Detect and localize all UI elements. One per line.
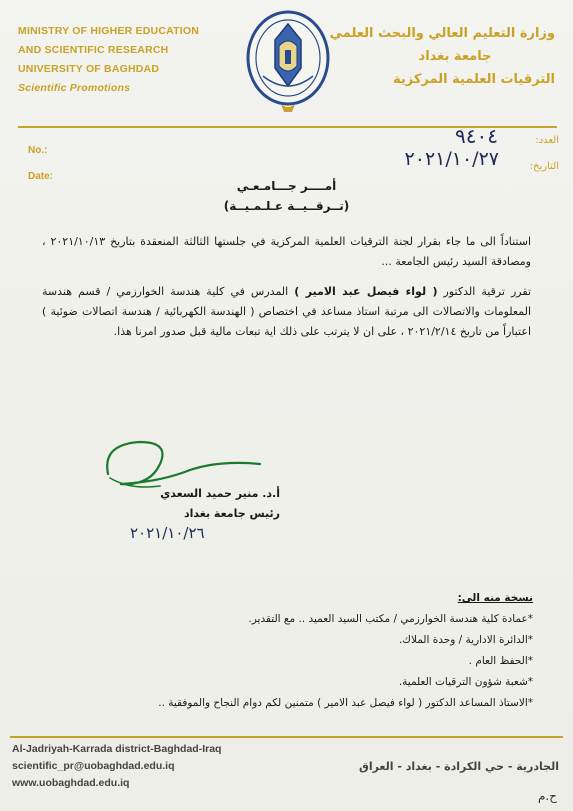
- copies-heading: نسخة منه الى:: [457, 592, 533, 604]
- handwritten-date: ٢٠٢١/١٠/٢٧: [404, 148, 499, 170]
- footer-divider: [10, 736, 563, 738]
- signature-block: [120, 484, 280, 524]
- copy-item: *الدائرة الادارية / وحدة الملاك.: [398, 634, 533, 646]
- university-logo: [243, 6, 333, 116]
- footer-website: www.uobaghdad.edu.iq: [12, 777, 130, 789]
- order-body: [42, 232, 531, 352]
- copies-list: [113, 588, 533, 714]
- number-label-ar: العدد:: [535, 135, 559, 146]
- header-en-line: Scientific Promotions: [18, 82, 131, 94]
- body-text: تقرر ترقية الدكتور: [437, 285, 532, 298]
- body-text: المدرس في كلية هندسة الخوارزمي / قسم هندسة المعلومات والاتصالات الى مرتبة استاذ مساعد في اختصاص ( الهندسة الكهربائية / هندسة اتصالات ضوئية ) اعتباراً من تاريخ ٢٠٢١/٢/١٤ ، على ان لا يترتب على ذلك اية تبعات مالية قبل صدور امرنا هذا.: [42, 285, 531, 338]
- date-label: Date:: [28, 171, 54, 182]
- title-line-1: أمــــر جـــامـعـي: [236, 179, 337, 193]
- header-ar-line: وزارة التعليم العالي والبحث العلمي: [329, 26, 555, 41]
- order-title: [0, 176, 573, 216]
- footer-address: Al-Jadriyah-Karrada district-Baghdad-Iraq: [12, 743, 222, 755]
- header-en-line: MINISTRY OF HIGHER EDUCATION: [18, 25, 199, 37]
- promoted-name: ( لواء فيصل عبد الامير ): [294, 285, 438, 298]
- signature-date: ٢٠٢١/١٠/٢٦: [130, 524, 205, 542]
- header-en-line: UNIVERSITY OF BAGHDAD: [18, 63, 160, 75]
- handwritten-number: ٩٤٠٤: [455, 124, 498, 148]
- signer-name: أ.د. منير حميد السعدي: [160, 487, 280, 500]
- header-ar-line: جامعة بغداد: [418, 49, 492, 64]
- header-english: [18, 22, 218, 98]
- title-line-2: (تــرقــيــة عـلـمـيــة): [223, 199, 350, 213]
- footer-arabic-address: الجادرية - حي الكرادة - بغداد - العراق: [358, 760, 559, 773]
- copy-item: *شعبة شؤون الترقيات العلمية.: [398, 676, 533, 688]
- copy-item: *عمادة كلية هندسة الخوارزمي / مكتب السيد العميد .. مع التقدير.: [248, 613, 533, 625]
- date-label-ar: التاريخ:: [529, 161, 559, 172]
- meta-arabic: [530, 128, 559, 180]
- footer-email: scientific_pr@uobaghdad.edu.iq: [12, 760, 175, 772]
- corner-mark: ح.م: [538, 789, 557, 803]
- body-paragraph-2: [42, 282, 531, 342]
- copy-item: *الحفظ العام .: [468, 655, 533, 667]
- header-arabic: [329, 22, 555, 91]
- header-ar-line: الترقيات العلمية المركزية: [393, 72, 555, 87]
- no-label: No.:: [28, 145, 48, 156]
- body-paragraph-1: استناداً الى ما جاء بقرار لجنة الترقيات العلمية المركزية في جلستها الثالثة المنعقدة بتاريخ ٢٠٢١/١٠/١٣ ، ومصادقة السيد رئيس الجامعة ...: [42, 235, 531, 268]
- footer-english: [12, 741, 221, 792]
- copy-item: *الاستاذ المساعد الدكتور ( لواء فيصل عبد الامير ) متمنين لكم دوام النجاح والموفقية ..: [158, 697, 533, 709]
- header-en-line: AND SCIENTIFIC RESEARCH: [18, 44, 169, 56]
- signer-role: رئيس جامعة بغداد: [183, 507, 280, 520]
